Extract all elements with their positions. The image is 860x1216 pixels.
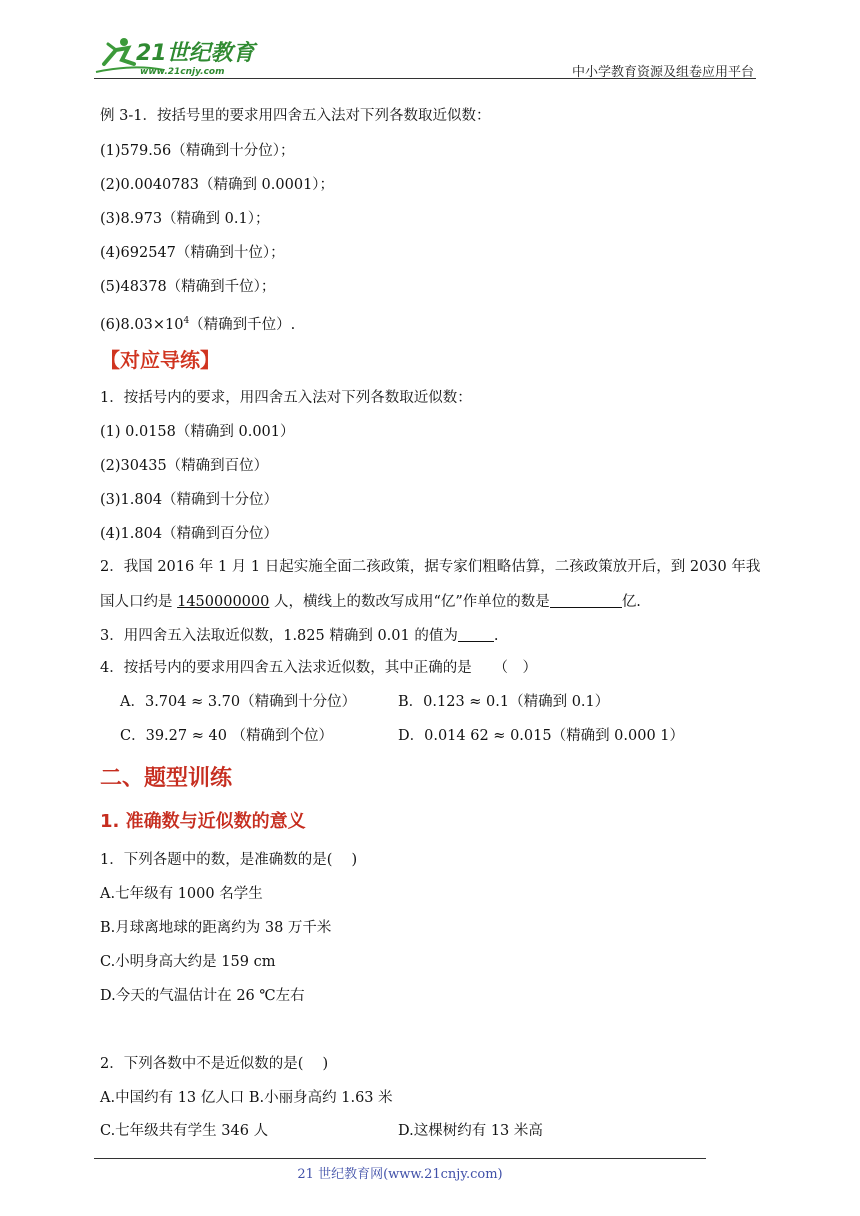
footer-divider: [94, 1158, 706, 1159]
practice-q4-option-a: A．3.704 ≈ 3.70（精确到十分位）: [120, 694, 357, 710]
svg-text:21世纪教育: 21世纪教育: [136, 41, 255, 66]
s2-q1-option-b: B.月球离地球的距离约为 38 万千米: [100, 920, 332, 936]
header-divider: [94, 78, 756, 79]
example-item-1: (1)579.56（精确到十分位）；: [100, 143, 295, 159]
practice-q4-option-c: C．39.27 ≈ 40 （精确到个位）: [120, 728, 334, 744]
s2-q1-stem: 1．下列各题中的数，是准确数的是( ): [100, 852, 358, 868]
s2-q2-option-ab: A.中国约有 13 亿人口 B.小丽身高约 1.63 米: [100, 1090, 393, 1106]
s2-q1-option-d: D.今天的气温估计在 26 ℃左右: [100, 988, 305, 1004]
practice-q4-stem: 4．按括号内的要求用四舍五入法求近似数，其中正确的是 （ ）: [100, 660, 537, 676]
logo-21cnjy: [94, 34, 264, 78]
section2-subheading: 1. 准确数与近似数的意义: [100, 811, 306, 832]
practice-q2-line1: 2．我国 2016 年 1 月 1 日起实施全面二孩政策，据专家们粗略估算，二孩政策放开后，到 2030 年我: [100, 559, 761, 575]
practice-q4-option-b: B．0.123 ≈ 0.1（精确到 0.1）: [398, 694, 610, 710]
answer-blank: [458, 625, 494, 642]
practice-q1-item-2: (2)30435（精确到百位）: [100, 458, 269, 474]
s2-q1-option-a: A.七年级有 1000 名学生: [100, 886, 263, 902]
platform-name: 中小学教育资源及组卷应用平台: [571, 65, 754, 80]
practice-q1-item-1: (1) 0.0158（精确到 0.001）: [100, 424, 295, 440]
practice-q3: 3．用四舍五入法取近似数，1.825 精确到 0.01 的值为 .: [100, 625, 498, 646]
example-title: 例 3-1．按括号里的要求用四舍五入法对下列各数取近似数：: [100, 108, 491, 124]
example-item-6: $(6)8.03\times 10^4$（精确到千位）.: [100, 316, 296, 333]
example-item-2: (2)0.0040783（精确到 0.0001）；: [100, 177, 335, 193]
s2-q2-stem: 2．下列各数中不是近似数的是( ): [100, 1056, 329, 1072]
section2-heading: 二、题型训练: [100, 766, 233, 791]
example-item-4: (4)692547（精确到十位）；: [100, 245, 285, 261]
practice-q4-option-d: D．0.014 62 ≈ 0.015（精确到 0.000 1）: [398, 728, 685, 744]
s2-q2-option-d: D.这棵树约有 13 米高: [398, 1123, 543, 1139]
practice-q1-stem: 1．按括号内的要求，用四舍五入法对下列各数取近似数：: [100, 390, 472, 406]
practice-heading: 【对应导练】: [100, 348, 220, 372]
practice-q1-item-3: (3)1.804（精确到十分位）: [100, 492, 279, 508]
s2-q2-option-c: C.七年级共有学生 346 人: [100, 1123, 269, 1139]
practice-q2-line2: 国人口约是 1450000000 人，横线上的数改写成用“亿”作单位的数是 亿.: [100, 591, 641, 612]
practice-q1-item-4: (4)1.804（精确到百分位）: [100, 526, 279, 542]
answer-blank: [550, 591, 622, 608]
footer-text: 21 世纪教育网(www.21cnjy.com): [297, 1167, 503, 1182]
example-item-5: (5)48378（精确到千位）；: [100, 279, 276, 295]
example-item-3: (3)8.973（精确到 0.1）；: [100, 211, 270, 227]
page-header: [94, 30, 756, 80]
svg-text:www.21cnjy.com: www.21cnjy.com: [140, 67, 225, 77]
s2-q1-option-c: C.小明身高大约是 159 cm: [100, 954, 276, 970]
